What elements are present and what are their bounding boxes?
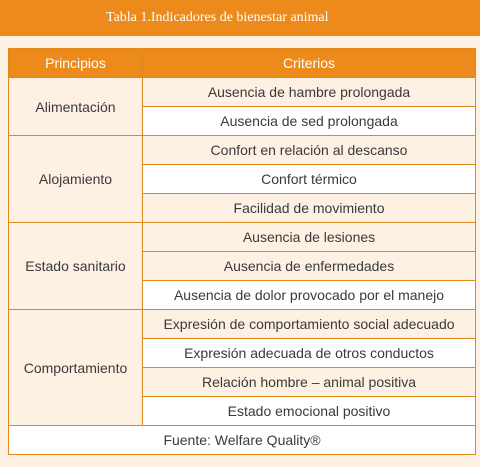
- source-note: Fuente: Welfare Quality®: [9, 426, 476, 455]
- criterion-cell: Ausencia de lesiones: [143, 223, 476, 252]
- table-row: [9, 223, 476, 252]
- table-row: [9, 78, 476, 107]
- criterion-cell: Facilidad de movimiento: [143, 194, 476, 223]
- criterion-cell: Relación hombre – animal positiva: [143, 368, 476, 397]
- header-principios: Principios: [9, 49, 143, 78]
- header-criterios: Criterios: [143, 49, 476, 78]
- footer-row: [9, 426, 476, 455]
- title-bar: [0, 0, 480, 36]
- criterion-cell: Expresión de comportamiento social adecuado: [143, 310, 476, 339]
- criterion-cell: Expresión adecuada de otros conductos: [143, 339, 476, 368]
- table-title: Tabla 1.Indicadores de bienestar animal: [106, 10, 329, 25]
- principle-cell: Comportamiento: [9, 310, 143, 426]
- criterion-cell: Confort en relación al descanso: [143, 136, 476, 165]
- table-row: [9, 310, 476, 339]
- principle-cell: Estado sanitario: [9, 223, 143, 310]
- welfare-indicators-table: [8, 48, 476, 455]
- criterion-cell: Estado emocional positivo: [143, 397, 476, 426]
- criterion-cell: Ausencia de hambre prolongada: [143, 78, 476, 107]
- principle-cell: Alojamiento: [9, 136, 143, 223]
- principle-cell: Alimentación: [9, 78, 143, 136]
- criterion-cell: Ausencia de dolor provocado por el manejo: [143, 281, 476, 310]
- criterion-cell: Ausencia de sed prolongada: [143, 107, 476, 136]
- criterion-cell: Confort térmico: [143, 165, 476, 194]
- header-row: [9, 49, 476, 78]
- criterion-cell: Ausencia de enfermedades: [143, 252, 476, 281]
- table-row: [9, 136, 476, 165]
